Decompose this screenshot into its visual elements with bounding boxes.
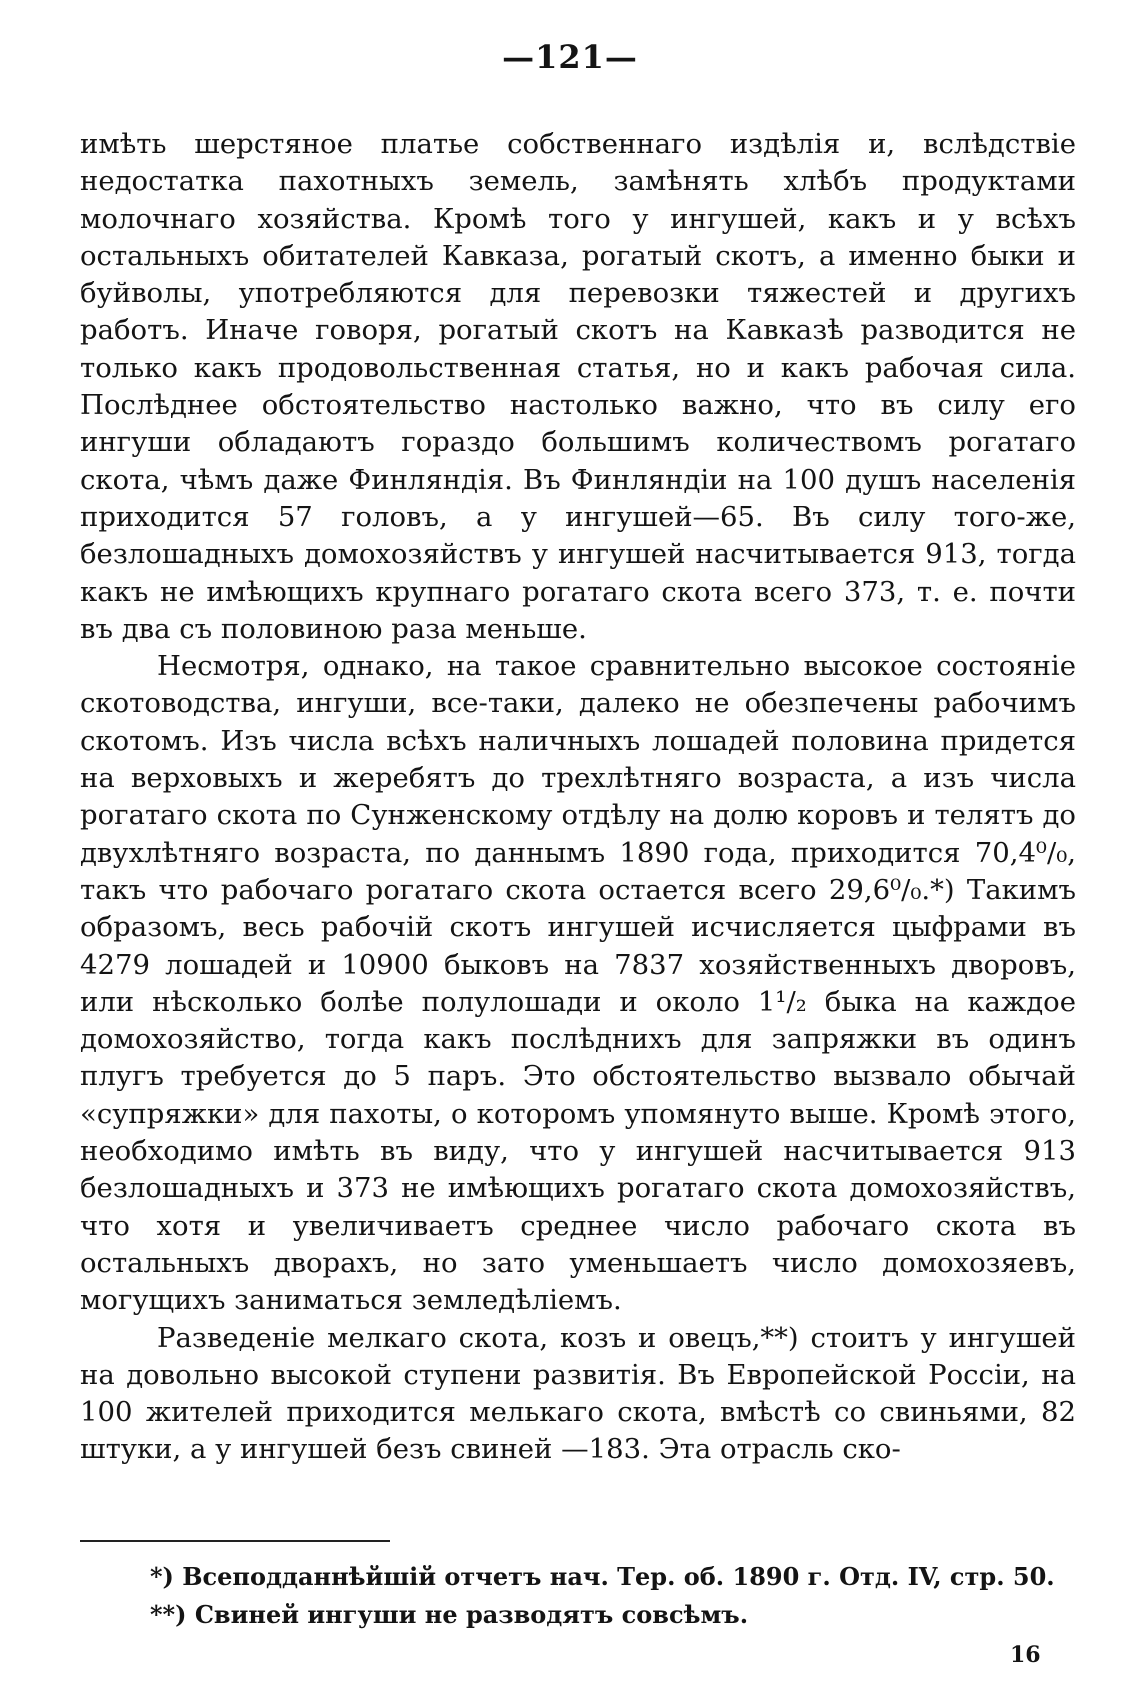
- footnote-1: *) Всеподданнѣйшій отчетъ нач. Тер. об. 1890 г. Отд. IV, стр. 50.: [150, 1562, 1055, 1591]
- paragraph-2: Несмотря, однако, на такое сравнительно высокое состояніе скотоводства, ингуши, все-таки, далеко не обезпечены рабочимъ скотомъ. Изъ числа всѣхъ наличныхъ лошадей половина придется на верховыхъ и жеребятъ до трехлѣтняго возраста, а изъ числа рогатаго скота по Сунженскому отдѣлу на долю коровъ и телятъ до двухлѣтняго возраста, по даннымъ 1890 года, приходится 70,4⁰/₀, такъ что рабочаго рогатаго скота остается всего 29,6⁰/₀.*) Такимъ образомъ, весь рабочій скотъ ингушей исчисляется цыфрами въ 4279 лошадей и 10900 быковъ на 7837 хозяйственныхъ дворовъ, или нѣсколько болѣе полулошади и около 1¹/₂ быка на каждое домохозяйство, тогда какъ послѣднихъ для запряжки въ одинъ плугъ требуется до 5 паръ. Это обстоятельство вызвало обычай «супряжки» для пахоты, о которомъ упомянуто выше. Кромѣ этого, необходимо имѣть въ виду, что у ингушей насчитывается 913 безлошадныхъ и 373 не имѣющихъ рогатаго скота домохозяйствъ, что хотя и увеличиваетъ среднее число рабочаго скота въ остальныхъ дворахъ, но зато уменьшаетъ число домохозяевъ, могущихъ заниматься земледѣліемъ.: [80, 650, 1076, 1317]
- page-number: —121—: [502, 38, 638, 76]
- footnotes: [150, 1558, 1080, 1634]
- paragraph-3: Разведеніе мелкаго скота, козъ и овецъ,**) стоитъ у ингушей на довольно высокой ступени развитія. Въ Европейской Россіи, на 100 жителей приходится мелькаго скота, вмѣстѣ со свиньями, 82 штуки, а у ингушей безъ свиней —183. Эта отрасль ско-: [80, 1321, 1076, 1466]
- signature-mark: 16: [1010, 1642, 1041, 1668]
- footnote-2: **) Свиней ингуши не разводятъ совсѣмъ.: [150, 1600, 749, 1629]
- body-text: [80, 126, 1076, 1469]
- footnote-separator: [80, 1540, 390, 1542]
- paragraph-1: имѣть шерстяное платье собственнаго издѣлія и, вслѣдствіе недостатка пахотныхъ земель, замѣнять хлѣбъ продуктами молочнаго хозяйства. Кромѣ того у ингушей, какъ и у всѣхъ остальныхъ обитателей Кавказа, рогатый скотъ, а именно быки и буйволы, употребляются для перевозки тяжестей и другихъ работъ. Иначе говоря, рогатый скотъ на Кавказѣ разводится не только какъ продовольственная статья, но и какъ рабочая сила. Послѣднее обстоятельство настолько важно, что въ силу его ингуши обладаютъ гораздо большимъ количествомъ рогатаго скота, чѣмъ даже Финляндія. Въ Финляндіи на 100 душъ населенія приходится 57 головъ, а у ингушей—65. Въ силу того-же, безлошадныхъ домохозяйствъ у ингушей насчитывается 913, тогда какъ не имѣющихъ крупнаго рогатаго скота всего 373, т. е. почти въ два съ половиною раза меньше.: [80, 128, 1076, 645]
